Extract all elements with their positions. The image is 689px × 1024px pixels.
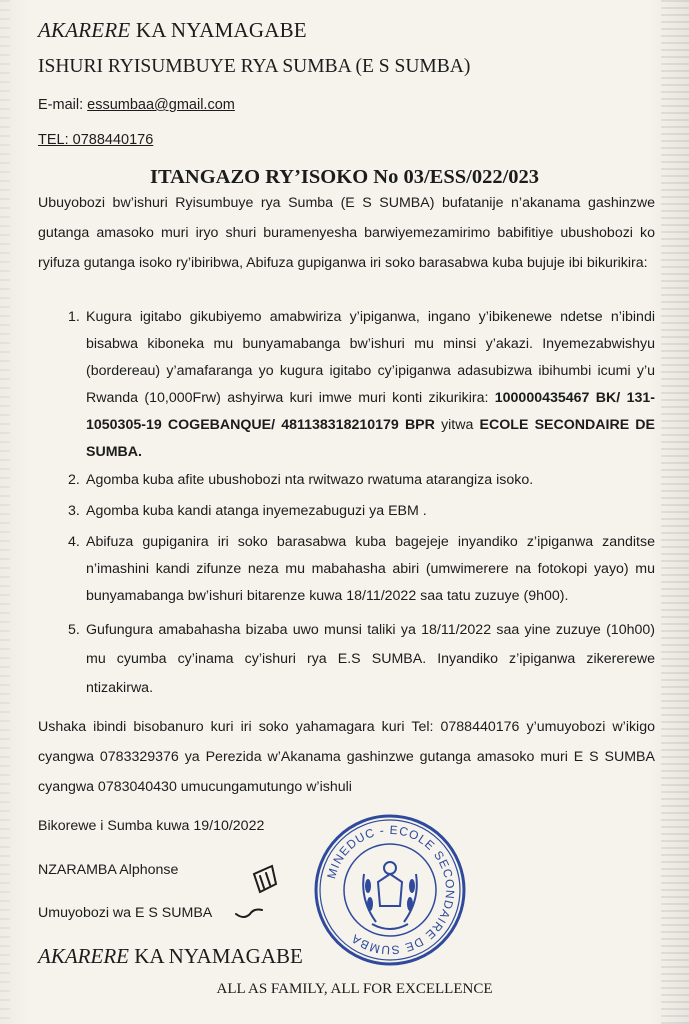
signatory-name: NZARAMBA Alphonse [38,862,179,878]
list-item: 5. Gufungura amabahasha bizaba uwo munsi taliki ya 18/11/2022 saa yine zuzuye (10h00) mu cyumba cy’inama cy’ishuri rya E.S SUMBA. Inyandiko z’ipiganwa zikererewe ntizakirwa. [68,622,655,696]
school-name: ISHURI RYISUMBUYE RYA SUMBA (E S SUMBA) [38,56,471,77]
contact-paragraph: Ushaka ibindi bisobanuro kuri iri soko yahamagara kuri Tel: 0788440176 y’umuyobozi w’ikigo cyangwa 0783329376 ya Perezida w’Akanama gashinzwe gutanga amasoko muri E S SUMBA cyangwa 0783040430 umucungamutungo w’ishuli [38,719,655,795]
handwritten-signature [232,862,302,922]
requirements-list [38,304,655,703]
stamp-seal-icon [316,816,464,964]
email-link[interactable]: essumbaa@gmail.com [87,97,235,113]
school-stamp [310,810,470,970]
school-motto: ALL AS FAMILY, ALL FOR EXCELLENCE [216,981,493,997]
scan-edge-right [661,0,689,1024]
signatory-role: Umuyobozi wa E S SUMBA [38,905,213,921]
date-line: Bikorewe i Sumba kuwa 19/10/2022 [38,818,265,834]
list-item: 2. Agomba kuba afite ubushobozi nta rwitwazo rwatuma atarangiza isoko. [68,472,534,488]
district-footer: AKARERE KA NYAMAGABE [38,944,303,968]
scan-edge-left [0,0,10,1024]
list-item: 4. Abifuza gupiganira iri soko barasabwa kuba bagejeje inyandiko z’ipiganwa zanditse n’imashini kandi zifunze neza mu mabahasha abiri (umwimerere na fotokopi yayo) mu bunyamabanga bw’ishuri bitarenze kuwa 18/11/2022 saa tatu zuzuye (9h00). [68,534,655,604]
email-line: E-mail: essumbaa@gmail.com [38,97,235,113]
list-item: 3. Agomba kuba kandi atanga inyemezabuguzi ya EBM . [68,503,427,519]
account-name: ECOLE SECONDAIRE DE SUMBA. [86,417,656,460]
list-item: 1. Kugura igitabo gikubiyemo amabwiriza y’ipiganwa, ingano y’ibikenewe ndetse n’ibindi bisabwa kiboneka mu bunyamabanga bw’ishuri mu minsi y’akazi. Inyemezabwishyu (bordereau) y’amafaranga yo kugura igitabo cy’ipiganwa adasubizwa ibihumbi icumi y’u Rwanda (10,000Frw) ashyirwa kuri imwe muri konti zikurikira: 100000435467 BK/ 131-1050305-19 COGEBANQUE/ 481138318210179 BPR yitwa ECOLE SECONDAIRE DE SUMBA. [68,309,656,460]
bank-accounts: 100000435467 BK/ 131-1050305-19 COGEBANQUE/ 481138318210179 BPR [86,390,655,433]
district-header: AKARERE KA NYAMAGABE [38,18,307,42]
intro-paragraph: Ubuyobozi bw’ishuri Ryisumbuye rya Sumba (E S SUMBA) bufatanije n’akanama gashinzwe gutanga amasoko muri iryo shuri buramenyesha barwiyemezamirimo babifitiye ubushobozi ko ryifuza gutanga isoko ry’ibiribwa, Abifuza gupiganwa iri soko barasabwa kuba bujuje ibi bikurikira: [38,195,655,271]
svg-text:MINEDUC - ECOLE SECONDAIRE DE: MINEDUC - ECOLE SECONDAIRE DE SUMBA [324,822,458,958]
announcement-title: ITANGAZO RY’ISOKO No 03/ESS/022/023 [149,166,540,188]
telephone-line: TEL: 0788440176 [38,132,154,148]
